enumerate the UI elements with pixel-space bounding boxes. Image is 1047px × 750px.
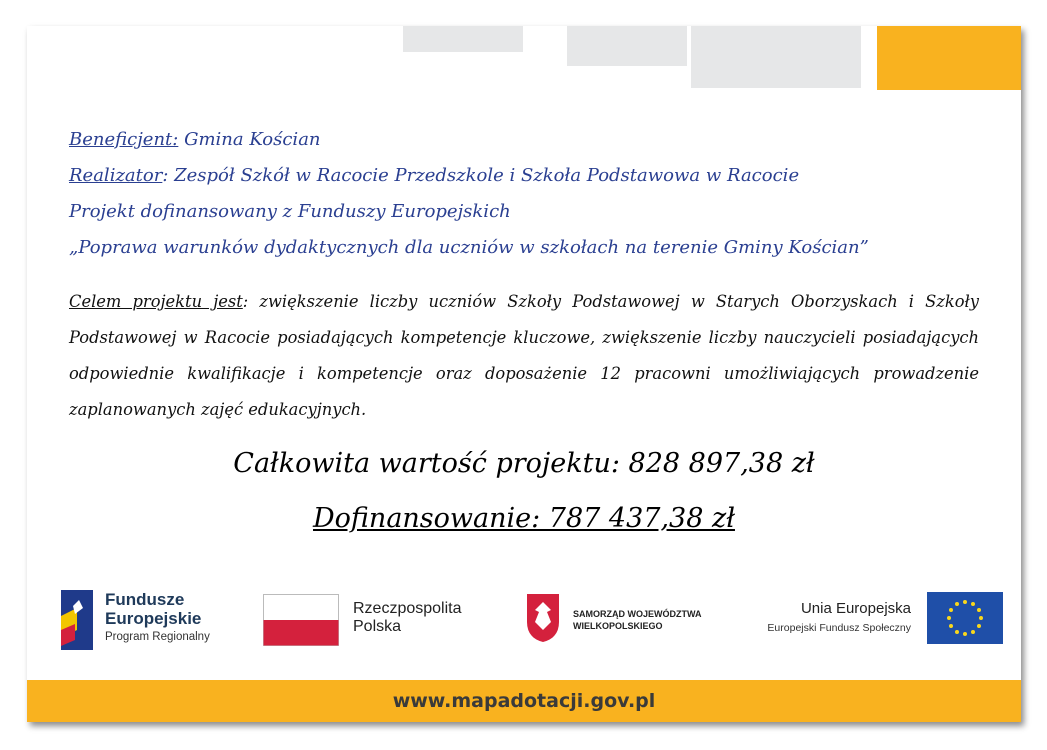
footer-url-link[interactable]: www.mapadotacji.gov.pl [392,690,656,712]
total-value: Całkowita wartość projektu: 828 897,38 zł [233,448,815,479]
realizator-label: Realizator [69,165,163,186]
poland-flag-icon [263,594,339,646]
ue-line1: Unia Europejska [800,600,911,617]
fe-emblem-icon [57,586,97,656]
realizator-line [69,158,989,194]
goal-text: : zwiększenie liczby uczniów Szkoły Podstawowej w Starych Oborzyskach i Szkoły Podstawowej w Racocie posiadających kompetencje kluczowe, zwiększenie liczby nauczycieli posiadających odpowiednie kwalifikacje i kompetencje oraz doposażenie 12 pracowni umożliwiających prowadzenie zaplanowanych zajęć edukacyjnych. [69,292,980,419]
logo-unia-europejska [737,582,1007,662]
decor-block-2 [567,26,687,66]
fe-line3: Program Regionalny [105,631,210,643]
eu-flag-icon [927,592,1003,644]
rp-line2: Polska [353,618,402,635]
goal-label: Celem projektu jest [69,292,243,311]
project-funding-line: Projekt dofinansowany z Funduszy Europejskich [69,201,511,222]
beneficjent-line [69,122,989,158]
poster [27,26,1021,722]
eagle-crest-icon [525,592,561,644]
beneficjent-label: Beneficjent: [69,129,179,150]
sw-line2: WIELKOPOLSKIEGO [573,621,663,631]
decor-block-3 [691,26,861,88]
logo-fundusze-europejskie [57,582,247,662]
decor-block-1 [403,26,523,52]
fe-line2: Europejskie [105,609,202,628]
header-block [69,122,989,266]
fe-line1: Fundusze [105,590,185,609]
beneficjent-value: Gmina Kościan [178,129,321,150]
project-title-line: „Poprawa warunków dydaktycznych dla uczniów w szkołach na terenie Gminy Kościan” [69,237,869,258]
logo-rzeczpospolita-polska [261,582,491,662]
logos-row [27,582,1021,662]
funding-value: Dofinansowanie: 787 437,38 zł [313,503,735,534]
logo-samorzad-wielkopolski [525,582,715,662]
realizator-value: : Zespół Szkół w Racocie Przedszkole i Szkoła Podstawowa w Racocie [162,165,800,186]
sw-line1: SAMORZĄD WOJEWÓDZTWA [573,609,702,619]
decor-yellow-corner [877,26,1021,90]
rp-line1: Rzeczpospolita [353,600,462,617]
project-goal-paragraph [69,284,979,428]
ue-line2: Europejski Fundusz Społeczny [767,622,911,634]
